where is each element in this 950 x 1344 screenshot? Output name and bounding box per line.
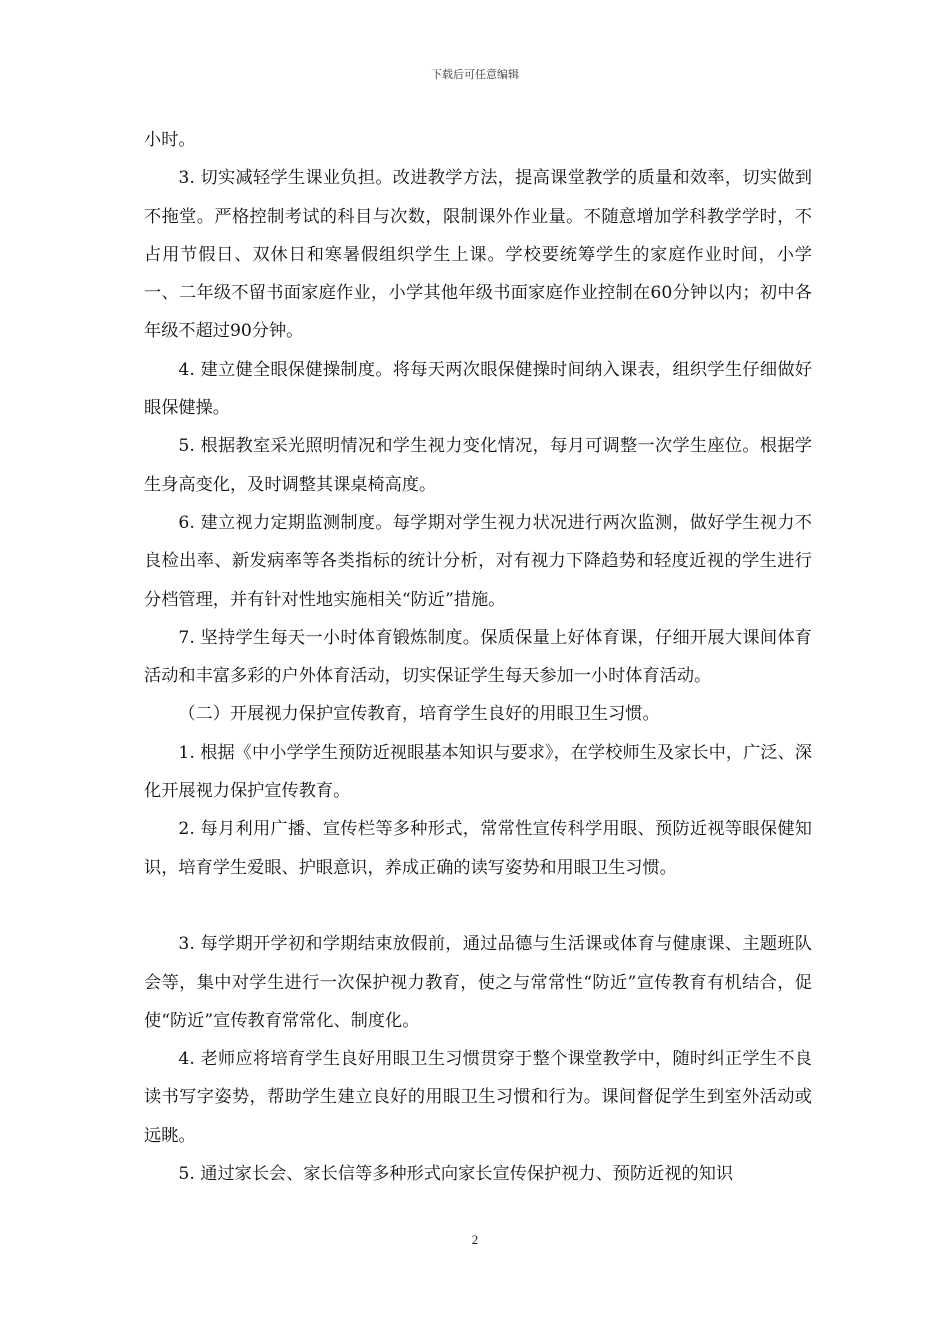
section-heading: （二）开展视力保护宣传教育，培育学生良好的用眼卫生习惯。: [178, 704, 660, 725]
paragraph: 7. 坚持学生每天一小时体育锻炼制度。保质保量上好体育课，仔细开展大课间体育活动和丰富多彩的户外体育活动，切实保证学生每天参加一小时体育活动。: [144, 627, 812, 687]
paragraph: 4. 建立健全眼保健操制度。将每天两次眼保健操时间纳入课表，组织学生仔细做好眼保健操。: [144, 359, 812, 419]
paragraph: 3. 切实减轻学生课业负担。改进教学方法，提高课堂教学的质量和效率，切实做到不拖堂。严格控制考试的科目与次数，限制课外作业量。不随意增加学科教学学时，不占用节假日、双休日和寒暑假组织学生上课。学校要统筹学生的家庭作业时间，小学一、二年级不留书面家庭作业，小学其他年级书面家庭作业控制在60分钟以内；初中各年级不超过90分钟。: [144, 168, 812, 342]
paragraph: 小时。: [144, 130, 196, 150]
paragraph: 3. 每学期开学初和学期结束放假前，通过品德与生活课或体育与健康课、主题班队会等，集中对学生进行一次保护视力教育，使之与常常性“防近”宣传教育有机结合，促使“防近”宣传教育常常化、制度化。: [144, 934, 812, 1031]
blank-line: [144, 887, 812, 925]
paragraph: 4. 老师应将培育学生良好用眼卫生习惯贯穿于整个课堂教学中，随时纠正学生不良读书写字姿势，帮助学生建立良好的用眼卫生习惯和行为。课间督促学生到室外活动或远眺。: [144, 1049, 812, 1146]
paragraph: 2. 每月利用广播、宣传栏等多种形式，常常性宣传科学用眼、预防近视等眼保健知识，培育学生爱眼、护眼意识，养成正确的读写姿势和用眼卫生习惯。: [144, 819, 812, 878]
paragraph: 5. 根据教室采光照明情况和学生视力变化情况，每月可调整一次学生座位。根据学生身高变化，及时调整其课桌椅高度。: [144, 436, 812, 495]
paragraph: 1. 根据《中小学学生预防近视眼基本知识与要求》，在学校师生及家长中，广泛、深化开展视力保护宣传教育。: [144, 742, 812, 802]
page-number: 2: [471, 1232, 479, 1247]
document-body: [144, 121, 812, 1193]
paragraph: 5. 通过家长会、家长信等多种形式向家长宣传保护视力、预防近视的知识: [178, 1164, 734, 1185]
paragraph: 6. 建立视力定期监测制度。每学期对学生视力状况进行两次监测，做好学生视力不良检出率、新发病率等各类指标的统计分析，对有视力下降趋势和轻度近视的学生进行分档管理，并有针对性地实施相关“防近”措施。: [144, 512, 812, 610]
page-header: 下载后可任意编辑: [431, 68, 519, 81]
